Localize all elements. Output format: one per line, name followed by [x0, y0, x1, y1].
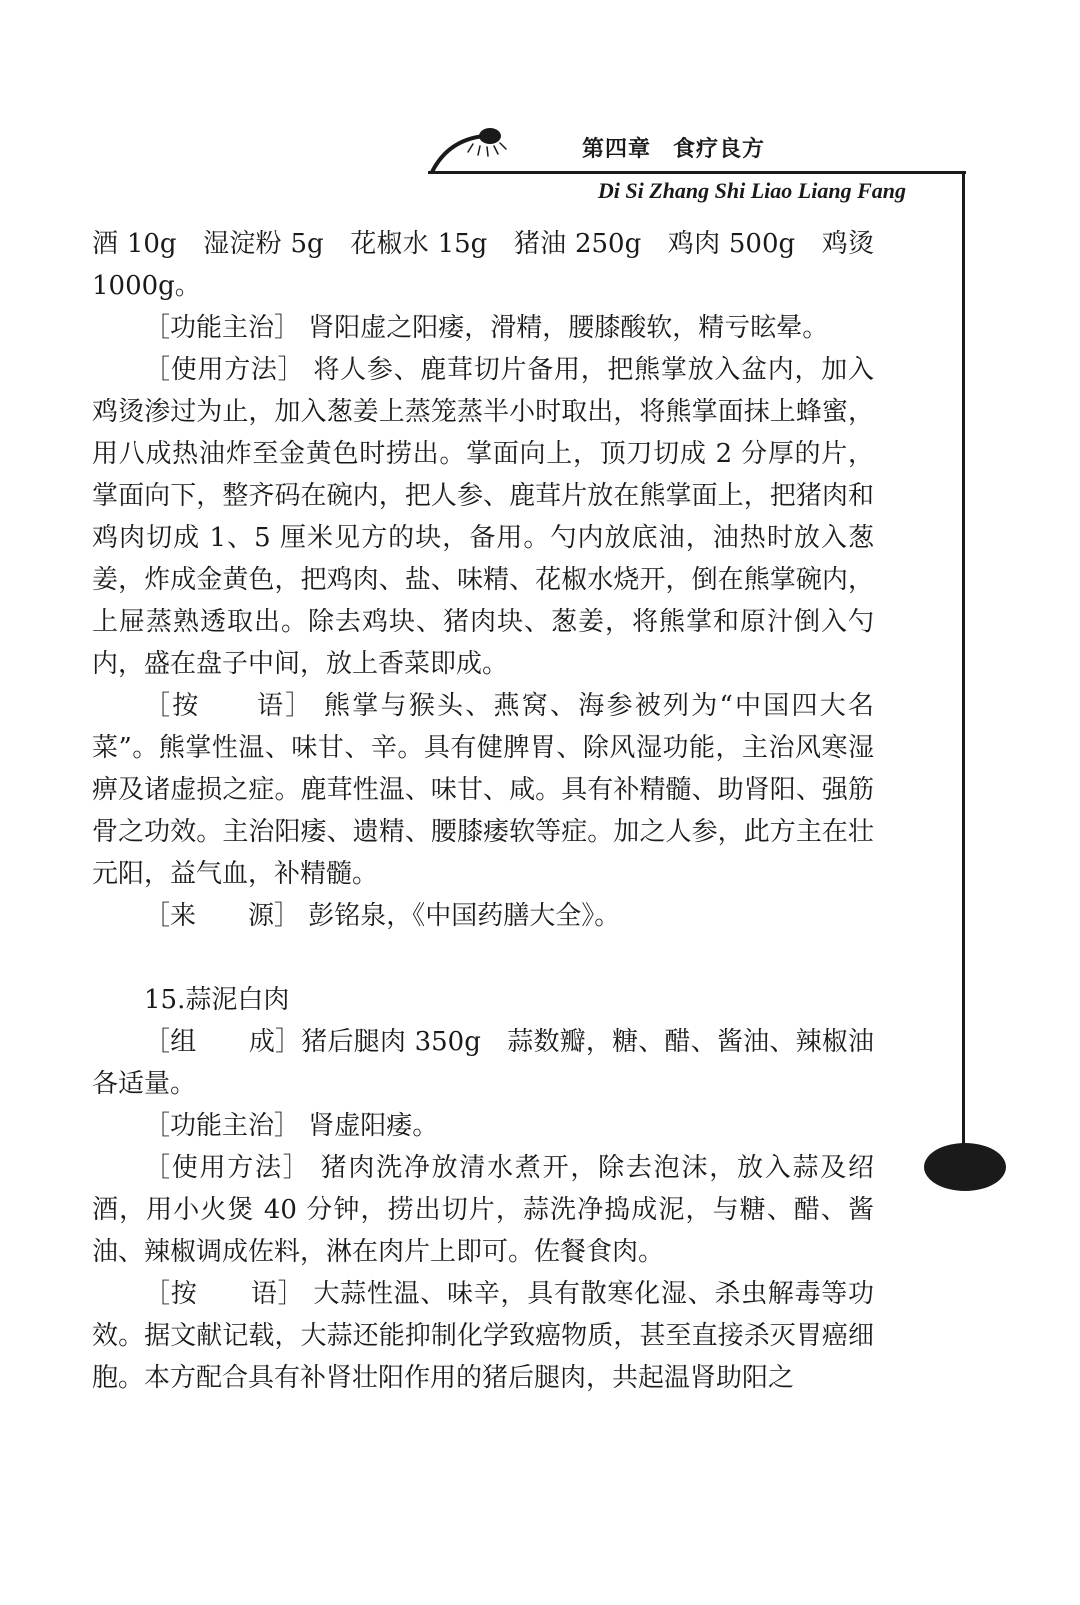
side-tab-marker: [924, 1143, 1006, 1191]
lamp-icon: [428, 118, 518, 178]
body-text: [92, 223, 874, 1399]
paragraph-note-14: ［按 语］ 熊掌与猴头、燕窝、海参被列为“中国四大名菜”。熊掌性温、味甘、辛。具有健脾胃、除风湿功能，主治风寒湿痹及诸虚损之症。鹿茸性温、味甘、咸。具有补精髓、助肾阳、强筋骨之功效。主治阳痿、遗精、腰膝痿软等症。加之人参，此方主在壮元阳，益气血，补精髓。: [92, 691, 874, 889]
side-rule: [962, 171, 965, 1153]
paragraph-usage-15: ［使用方法］ 猪肉洗净放清水煮开，除去泡沫，放入蒜及绍酒，用小火煲 40 分钟，捞出切片，蒜洗净捣成泥，与糖、醋、酱油、辣椒调成佐料，淋在肉片上即可。佐餐食肉。: [92, 1153, 874, 1267]
paragraph-blank: [92, 937, 874, 979]
running-header: [582, 132, 765, 163]
chapter-title: 食疗良方: [673, 137, 766, 162]
header-rule: [428, 171, 966, 174]
paragraph-ingredients-cont: 酒 10g 湿淀粉 5g 花椒水 15g 猪油 250g 鸡肉 500g 鸡烫 1000g。: [92, 229, 874, 301]
paragraph-composition-15: ［组 成］猪后腿肉 350g 蒜数瓣，糖、醋、酱油、辣椒油各适量。: [92, 1027, 874, 1099]
paragraph-source-14: ［来 源］ 彭铭泉，《中国药膳大全》。: [144, 901, 621, 931]
paragraph-note-15: ［按 语］ 大蒜性温、味辛，具有散寒化湿、杀虫解毒等功效。据文献记载，大蒜还能抑制化学致癌物质，甚至直接杀灭胃癌细胞。本方配合具有补肾壮阳作用的猪后腿肉，共起温肾助阳之: [92, 1279, 874, 1393]
chapter-pinyin: Di Si Zhang Shi Liao Liang Fang: [597, 178, 906, 203]
paragraph-function-14: ［功能主治］ 肾阳虚之阳痿，滑精，腰膝酸软，精亏眩晕。: [144, 313, 829, 343]
paragraph-title-15: 15.蒜泥白肉: [144, 985, 290, 1015]
chapter-number: 第四章: [582, 137, 652, 162]
paragraph-usage-14: ［使用方法］ 将人参、鹿茸切片备用，把熊掌放入盆内，加入鸡烫渗过为止，加入葱姜上蒸笼蒸半小时取出，将熊掌面抹上蜂蜜，用八成热油炸至金黄色时捞出。掌面向上，顶刀切成 2 分厚的片，掌面向下，整齐码在碗内，把人参、鹿茸片放在熊掌面上，把猪肉和鸡肉切成 1、5 厘米见方的块，备用。勺内放底油，油热时放入葱姜，炸成金黄色，把鸡肉、盐、味精、花椒水烧开，倒在熊掌碗内，上屉蒸熟透取出。除去鸡块、猪肉块、葱姜，将熊掌和原汁倒入勺内，盛在盘子中间，放上香菜即成。: [92, 355, 874, 679]
paragraph-function-15: ［功能主治］ 肾虚阳痿。: [144, 1111, 439, 1141]
